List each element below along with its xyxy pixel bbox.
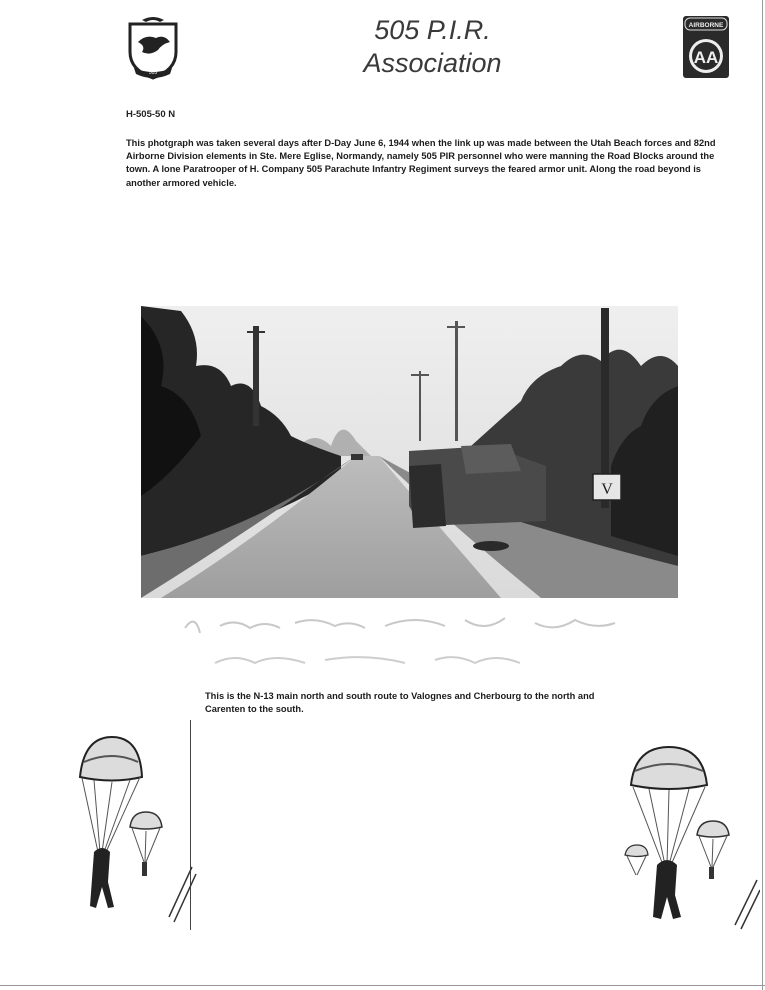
crest-banner-text: 505	[148, 70, 158, 76]
page-title	[300, 14, 565, 80]
bottom-edge-line	[0, 985, 765, 986]
route-description: This is the N-13 main north and south route to Valognes and Cherbourg to the north and Carenten to the south.	[205, 691, 595, 714]
paratrooper-sketch-left	[74, 732, 199, 932]
historic-photograph	[141, 306, 678, 598]
regiment-crest-logo	[124, 12, 182, 82]
document-id: H-505-50 N	[126, 109, 176, 120]
road-sign-letter: V	[601, 481, 613, 498]
faint-handwriting	[175, 608, 625, 678]
svg-text:AA: AA	[693, 48, 719, 67]
title-line-2: Association	[363, 48, 502, 78]
title-line-1: 505 P.I.R.	[374, 15, 491, 45]
photo-caption: This photgraph was taken several days after D-Day June 6, 1944 when the link up was made between the Utah Beach forces and 82nd Airborne Division elements in Ste. Mere Eglise, Normandy, namely 505 PIR personnel who were manning the Road Blocks around the town. A lone Paratrooper of H. Company 505 Parachute Infantry Regiment surveys the feared armor unit. Along the road beyond is another armored vehicle.	[126, 138, 716, 188]
airborne-division-patch	[681, 14, 731, 80]
paratrooper-sketch-right	[615, 745, 760, 935]
svg-text:AIRBORNE: AIRBORNE	[688, 22, 724, 29]
right-edge-line	[762, 0, 763, 990]
